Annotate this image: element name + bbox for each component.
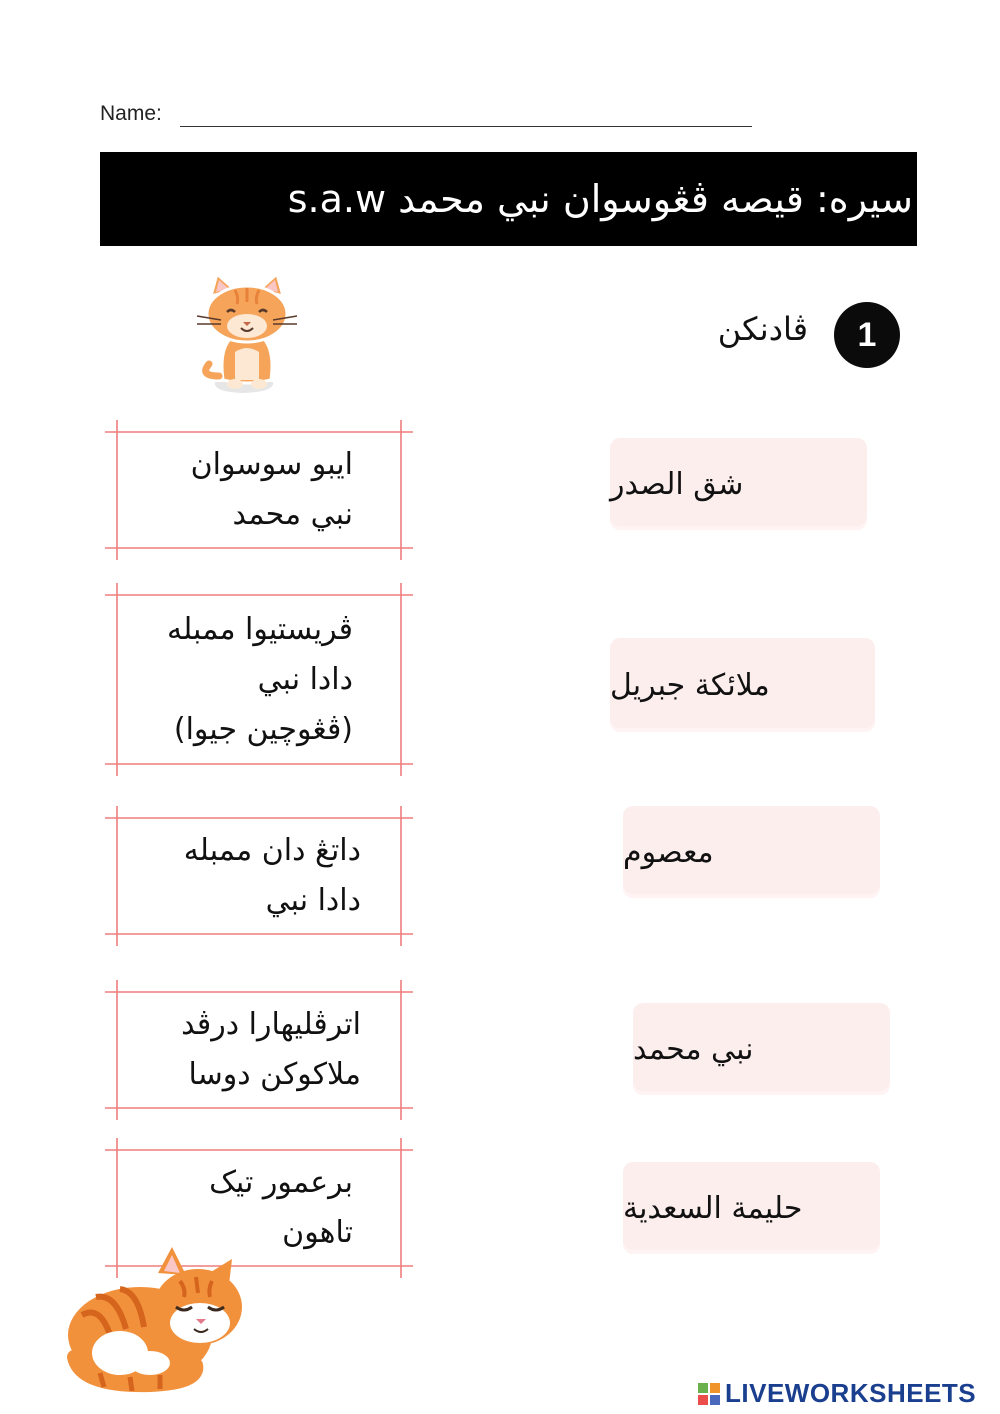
match-box-line: (ڤڠوچين جيوا)	[173, 711, 353, 747]
match-box-line: دادا نبي	[265, 883, 361, 918]
match-box-3[interactable]	[105, 806, 413, 946]
match-box-2[interactable]	[105, 583, 413, 776]
match-box-line: ايبو سوسوان	[190, 447, 353, 482]
liveworksheets-logo-icon	[698, 1383, 720, 1405]
term-box-1[interactable]: شق الصدر	[610, 438, 867, 530]
sitting-cat-icon	[183, 272, 311, 396]
term-box-5[interactable]: حليمة السعدية	[623, 1162, 880, 1254]
term-box-4[interactable]: نبي محمد	[633, 1003, 890, 1095]
match-box-4[interactable]	[105, 980, 413, 1120]
match-box-text	[181, 980, 361, 1120]
match-box-line: دادا نبي	[257, 661, 353, 697]
question-number-badge: 1	[834, 302, 900, 368]
term-box-2[interactable]: ملائكة جبريل	[610, 638, 875, 732]
match-box-text	[184, 806, 361, 946]
match-box-line: ملاكوكن دوسا	[188, 1057, 361, 1092]
name-label: Name:	[100, 102, 162, 125]
match-box-line: داتڠ دان ممبله	[183, 833, 361, 868]
brand-text: LIVEWORKSHEETS	[725, 1378, 977, 1408]
name-input-line[interactable]	[180, 126, 752, 127]
liveworksheets-brand	[698, 1378, 976, 1409]
match-box-text	[167, 583, 353, 776]
match-box-line: برعمور تيک	[209, 1165, 353, 1200]
match-box-text	[191, 420, 353, 560]
sleeping-cat-icon	[60, 1245, 245, 1393]
match-box-line: نبي محمد	[232, 497, 353, 532]
match-box-line: اترڤليهارا درڤد	[181, 1007, 361, 1042]
match-box-line: تاهون	[282, 1215, 353, 1250]
match-box-1[interactable]	[105, 420, 413, 560]
instruction-text: ڤادنكن	[717, 310, 808, 348]
term-box-3[interactable]: معصوم	[623, 806, 880, 898]
match-box-line: ڤريستيوا ممبله	[167, 611, 353, 647]
worksheet-title: سيره: قيصه ڤڠوسوان نبي محمد s.a.w	[100, 152, 917, 246]
